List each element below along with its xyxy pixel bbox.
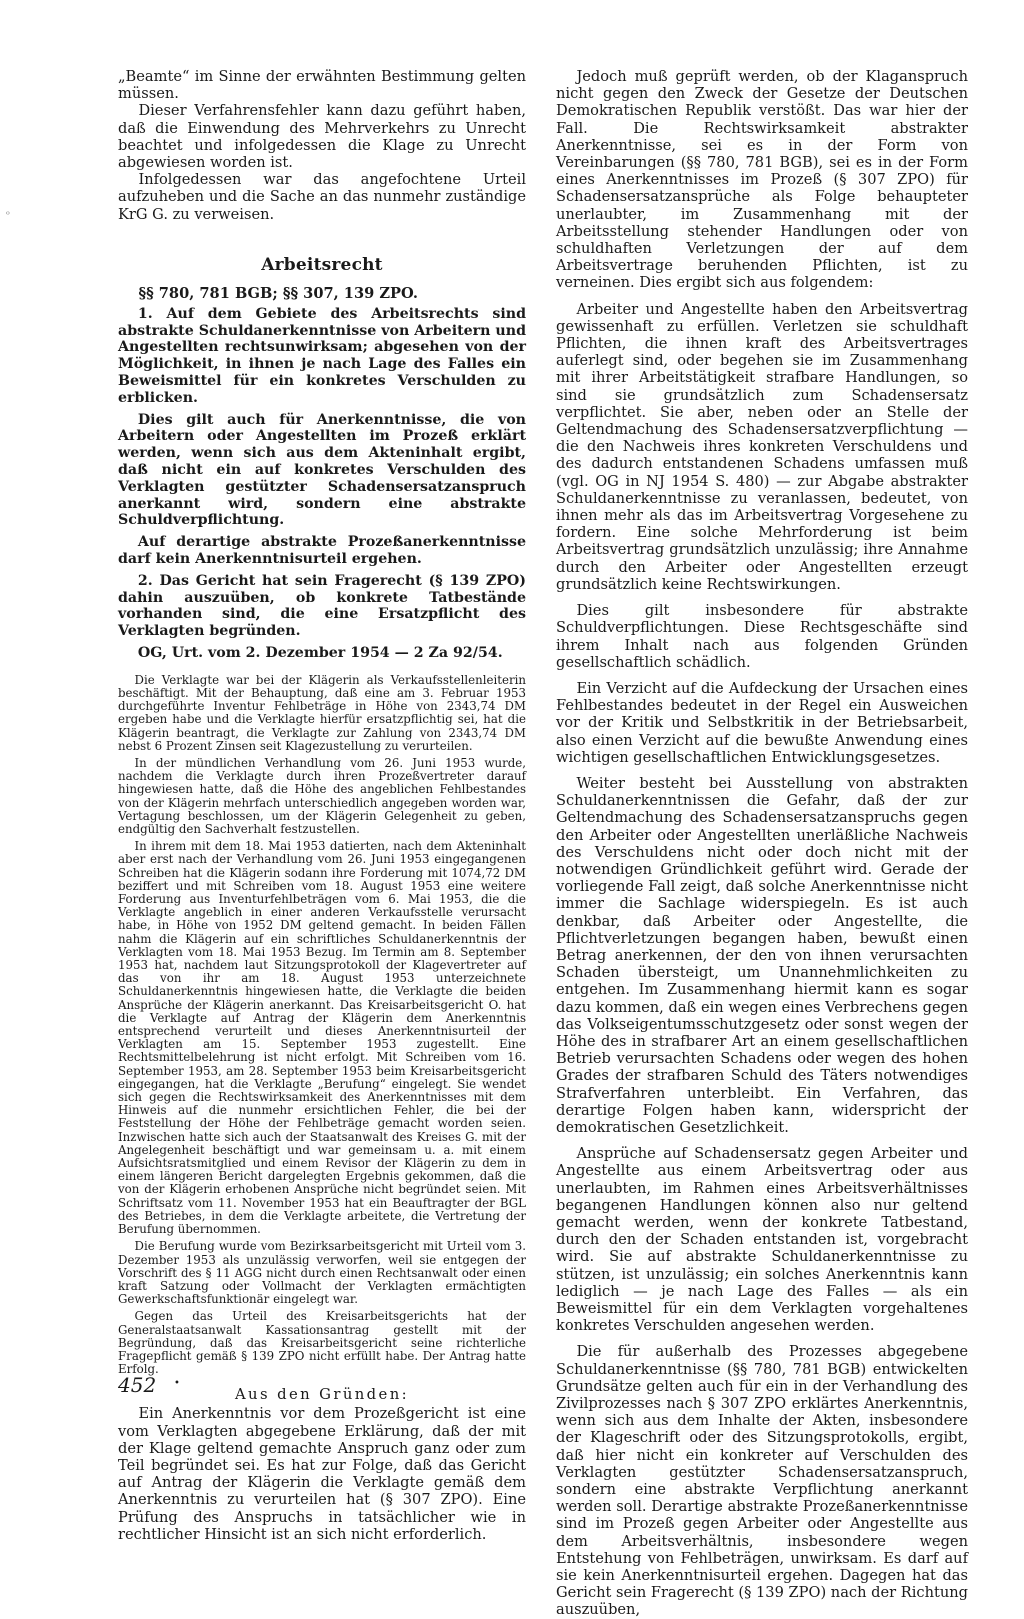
facts-paragraph-3: In ihrem mit dem 18. Mai 1953 datierten, nach dem Akteninhalt aber erst nach der Verhandlung vom 26. Juni 1953 eingegangenen Schreiben hat die Klägerin sodann ihre Forderung mit 1074,72 DM beziffert und mit Schreiben vom 18. August 1953 eine weitere Forderung aus Inventurfehlbeträgen vom 6. Mai 1953, die die Verklagte angeblich in einer anderen Verkaufsstelle verursacht habe, in Höhe von 1952 DM geltend gemacht. In beiden Fällen nahm die Klägerin auf ein schriftliches Schuldanerkenntnis der Verklagten vom 18. Mai 1953 Bezug. Im Termin am 8. September 1953 hat, nachdem laut Sitzungsprotokoll der Klagevertreter auf das von ihr am 18. August 1953 unterzeichnete Schuldanerkenntnis hingewiesen hatte, die Verklagte die beiden Ansprüche der Klägerin anerkannt. Das Kreisarbeitsgericht O. hat die Verklagte auf Antrag der Klägerin dem Anerkenntnis entsprechend verurteilt und dieses Anerkenntnisurteil der Verklagten am 15. September 1953 zugestellt. Eine Rechtsmittelbelehrung ist nicht erfolgt. Mit Schreiben vom 16. September 1953, am 28. September 1953 beim Kreisarbeitsgericht eingegangen, hat die Verklagte „Berufung“ eingelegt. Sie wendet sich gegen die Rechtswirksamkeit des Anerkenntnisses mit dem Hinweis auf die nunmehr ersichtlichen Fehler, die bei der Feststellung der Höhe der Fehlbeträge gemacht worden seien. Inzwischen hatte sich auch der Staatsanwalt des Kreises G. mit der Angelegenheit beschäftigt und war gemeinsam u. a. mit einem Aufsichtsratsmitglied und einem Revisor der Klägerin zu dem in einem längeren Bericht dargelegten Ergebnis gekommen, daß die von der Klägerin erhobenen Ansprüche nicht begründet seien. Mit Schriftsatz vom 11. November 1953 hat ein Beauftragter der BGL des Betriebes, in dem die Verklagte arbeitete, die Vertretung der Berufung übernommen. <box>118 839 526 1237</box>
left-column <box>118 68 526 1543</box>
headnote-3: Auf derartige abstrakte Prozeßanerkenntnisse darf kein Anerkenntnisurteil ergehen. <box>118 534 526 567</box>
facts-section <box>118 674 526 1377</box>
section-heading: Arbeitsrecht <box>261 254 383 275</box>
right-paragraph-5: Weiter besteht bei Ausstellung von abstrakten Schuldanerkenntnissen die Gefahr, daß der zur Geltendmachung des Schadensersatzanspruchs gegen den Arbeiter oder Angestellten unerläßliche Nachweis des Verschuldens nicht oder doch nicht mit der notwendigen Gründlichkeit geführt wird. Gerade der vorliegende Fall zeigt, daß solche Anerkenntnisse nicht immer die Sachlage widerspiegeln. Es ist auch denkbar, daß Arbeiter oder Angestellte, die Pflichtverletzungen begangen haben, bewußt einen Betrag anerkennen, der den von ihnen verursachten Schaden übersteigt, um Unannehmlichkeiten zu entgehen. Im Zusammenhang hiermit kann es sogar dazu kommen, daß ein wegen eines Verbrechens gegen das Volkseigentumsschutzgesetz oder sonst wegen der Höhe des in strafbarer Art an einem gesellschaftlichen Betrieb verursachten Schadens oder wegen des hohen Grades der strafbaren Schuld des Täters notwendiges Strafverfahren unterbleibt. Ein Verfahren, das derartige Folgen haben kann, widerspricht der demokratischen Gesetzlichkeit. <box>556 774 968 1136</box>
intro-paragraph-1: „Beamte“ im Sinne der erwähnten Bestimmung gelten müssen. <box>118 68 526 103</box>
right-paragraph-2: Arbeiter und Angestellte haben den Arbeitsvertrag gewissenhaft zu erfüllen. Verletzen sie schuldhaft Pflichten, die ihnen kraft des Arbeitsvertrages auferlegt sind, oder begehen sie im Zusammenhang mit ihrer Arbeitstätigkeit strafbare Handlungen, so sind sie grundsätzlich zum Schadensersatz verpflichtet. Sie aber, neben oder an Stelle der Geltendmachung des Schadensersatzverpflichtung — die den Nachweis ihres konkreten Verschuldens und des dadurch entstandenen Schadens umfassen muß (vgl. OG in NJ 1954 S. 480) — zur Abgabe abstrakter Schuldanerkenntnisse zu veranlassen, bedeutet, von ihnen mehr als das im Arbeitsvertrag Vorgesehene zu fordern. Eine solche Mehrforderung ist beim Arbeitsvertrag grundsätzlich unzulässig; ihre Annahme durch den Arbeiter oder Angestellten erzeugt grundsätzlich keine Rechtswirkungen. <box>556 300 968 593</box>
reasons-heading: Aus den Gründen: <box>234 1386 410 1404</box>
headnote-4: 2. Das Gericht hat sein Fragerecht (§ 139 ZPO) dahin auszuüben, ob konkrete Tatbestände vorhanden sind, die eine Ersatzpflicht des Verklagten begründen. <box>118 572 526 640</box>
dot-mark: • <box>174 1378 180 1389</box>
right-paragraph-7: Die für außerhalb des Prozesses abgegebene Schuldanerkenntnisse (§§ 780, 781 BGB) entwickelten Grundsätze gelten auch für ein in der Verhandlung des Zivilprozesses nach § 307 ZPO erklärtes Anerkenntnis, wenn sich aus dem Inhalte der Akten, insbesondere der Klageschrift oder des Sitzungsprotokolls, ergibt, daß hier nicht ein konkreter auf Verschulden des Verklagten gestützter Schadensersatzanspruch, sondern eine abstrakte Verpflichtung anerkannt werden soll. Derartige abstrakte Prozeßanerkenntnisse sind im Prozeß gegen Arbeiter oder Angestellte aus dem Arbeitsverhältnis, insbesondere wegen Entstehung von Fehlbeträgen, unwirksam. Es darf auf sie kein Anerkenntnisurteil ergehen. Dagegen hat das Gericht sein Fragerecht (§ 139 ZPO) nach der Richtung auszuüben, <box>556 1343 968 1619</box>
right-column <box>556 68 968 1619</box>
page-number: 452 <box>118 1373 157 1397</box>
margin-mark: ᵒ <box>6 210 10 221</box>
reasons-paragraph: Ein Anerkenntnis vor dem Prozeßgericht ist eine vom Verklagten abgegebene Erklärung, daß der mit der Klage geltend gemachte Anspruch ganz oder zum Teil begründet sei. Es hat zur Folge, daß das Gericht auf Antrag der Klägerin die Verklagte gemäß dem Anerkenntnis zu verurteilen hat (§ 307 ZPO). Eine Prüfung des Anspruchs in tatsächlicher wie in rechtlicher Hinsicht ist an sich nicht erforderlich. <box>118 1405 526 1543</box>
headnote-2: Dies gilt auch für Anerkenntnisse, die von Arbeitern oder Angestellten im Prozeß erklärt werden, wenn sich aus dem Akteninhalt ergibt, daß nicht ein auf konkretes Verschulden des Verklagten gestützter Schadensersatzanspruch anerkannt wird, sondern eine abstrakte Schuldverpflichtung. <box>118 411 526 529</box>
legal-references: §§ 780, 781 BGB; §§ 307, 139 ZPO. <box>138 284 418 302</box>
right-paragraph-3: Dies gilt insbesondere für abstrakte Schuldverpflichtungen. Diese Rechtsgeschäfte sind ihrem Inhalt nach aus folgenden Gründen gesellschaftlich schädlich. <box>556 602 968 671</box>
right-paragraph-1: Jedoch muß geprüft werden, ob der Klaganspruch nicht gegen den Zweck der Gesetze der Deutschen Demokratischen Republik verstößt. Das war hier der Fall. Die Rechtswirksamkeit abstrakter Anerkenntnisse, sei es in der Form von Vereinbarungen (§§ 780, 781 BGB), sei es in der Form eines Anerkenntnisses im Prozeß (§ 307 ZPO) für Schadensersatzansprüche als Folge behaupteter unerlaubter, im Zusammenhang mit der Arbeitsstellung stehender Handlungen oder von schuldhaften Verletzungen der auf dem Arbeitsvertrage beruhenden Pflichten, ist zu verneinen. Dies ergibt sich aus folgendem: <box>556 68 968 292</box>
right-paragraph-4: Ein Verzicht auf die Aufdeckung der Ursachen eines Fehlbestandes bedeutet in der Regel ein Ausweichen vor der Kritik und Selbstkritik in der Betriebsarbeit, also einen Verzicht auf die bewußte Anwendung eines wichtigen gesellschaftlichen Entwicklungsgesetzes. <box>556 679 968 766</box>
facts-paragraph-5: Gegen das Urteil des Kreisarbeitsgerichts hat der Generalstaatsanwalt Kassationsantrag gestellt mit der Begründung, daß das Kreisarbeitsgericht seine richterliche Fragepflicht gemäß § 139 ZPO nicht erfüllt habe. Der Antrag hatte Erfolg. <box>118 1309 526 1377</box>
facts-paragraph-4: Die Berufung wurde vom Bezirksarbeitsgericht mit Urteil vom 3. Dezember 1953 als unzulässig verworfen, weil sie entgegen der Vorschrift des § 11 AGG nicht durch einen Rechtsanwalt oder einen kraft Satzung oder Vollmacht der Verklagten ermächtigten Gewerkschaftsfunktionär eingelegt war. <box>118 1239 526 1307</box>
case-citation: OG, Urt. vom 2. Dezember 1954 — 2 Za 92/54. <box>137 644 503 661</box>
intro-paragraph-2: Dieser Verfahrensfehler kann dazu geführt haben, daß die Einwendung des Mehrverkehrs zu Unrecht beachtet und infolgedessen die Klage zu Unrecht abgewiesen worden ist. <box>118 102 526 172</box>
intro-paragraph-3: Infolgedessen war das angefochtene Urteil aufzuheben und die Sache an das nunmehr zuständige KrG G. zu verweisen. <box>118 171 526 223</box>
right-paragraph-6: Ansprüche auf Schadensersatz gegen Arbeiter und Angestellte aus einem Arbeitsvertrag oder aus unerlaubten, im Rahmen eines Arbeitsverhältnisses begangenen Handlungen können also nur geltend gemacht werden, wenn der konkrete Tatbestand, durch den der Schaden entstanden ist, vorgebracht wird. Sie auf abstrakte Schuldanerkenntnisse zu stützen, ist unzulässig; ein solches Anerkenntnis kann lediglich — je nach Lage des Falles — als ein Beweismittel für ein dem Verklagten vorgehaltenes konkretes Verschulden angesehen werden. <box>556 1145 968 1335</box>
facts-paragraph-2: In der mündlichen Verhandlung vom 26. Juni 1953 wurde, nachdem die Verklagte durch ihren Prozeßvertreter darauf hingewiesen hatte, daß die Höhe des angeblichen Fehlbestandes von der Klägerin mehrfach unterschiedlich angegeben worden war, Vertagung beschlossen, um der Klägerin Gelegenheit zu geben, endgültig den Sachverhalt festzustellen. <box>118 755 526 836</box>
facts-paragraph-1: Die Verklagte war bei der Klägerin als Verkaufsstellenleiterin beschäftigt. Mit der Behauptung, daß eine am 3. Februar 1953 durchgeführte Inventur Fehlbeträge in Höhe von 2343,74 DM ergeben habe und die Verklagte hierfür ersatzpflichtig sei, hat die Klägerin beantragt, die Verklagte zur Zahlung von 2343,74 DM nebst 6 Prozent Zinsen seit Klagezustellung zu verurteilen. <box>118 672 526 753</box>
headnote-1: 1. Auf dem Gebiete des Arbeitsrechts sind abstrakte Schuldanerkenntnisse von Arbeitern und Angestellten rechtsunwirksam; abgesehen von der Möglichkeit, in ihnen je nach Lage des Falles ein Beweismittel für ein konkretes Verschulden zu erblicken. <box>118 305 526 406</box>
